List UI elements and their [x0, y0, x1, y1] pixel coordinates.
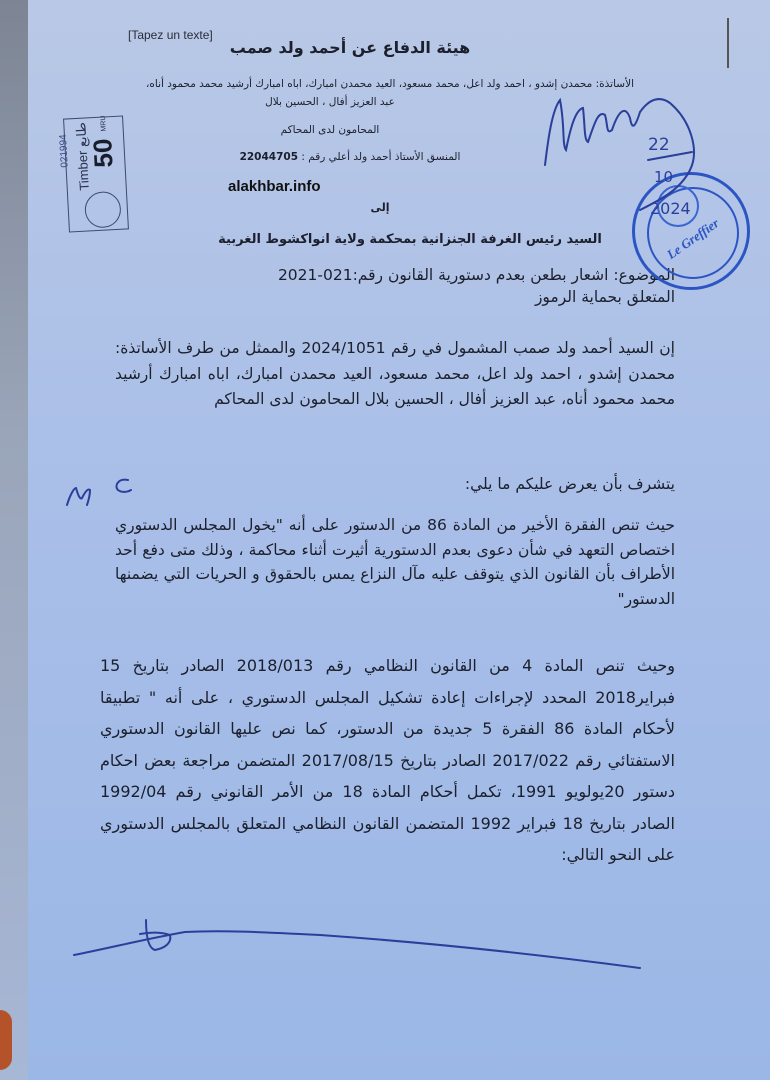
subject-line2: المتعلق بحماية الرموز [534, 288, 675, 306]
recipient-addressee: السيد رئيس الغرفة الجنزانية بمحكمة ولاية انواكشوط الغربية [218, 232, 602, 247]
paragraph-3: وحيث تنص المادة 4 من القانون النظامي رقم 2018/013 الصادر بتاريخ 15 فبراير2018 المحدد لإجراءات إعادة تشكيل المجلس الدستوري ، على أنه " تطبيقا لأحكام المادة 86 الفقرة 5 جديدة من الدستور، كما نص عليها القانون الدستوري الاستفتائي رقم 2017/022 الصادر بتاريخ 2017/08/15 المتضمن مراجعة بعض احكام دستور 20يولويو 1991، تكمل أحكام المادة 18 من الأمر القانوني رقم 1992/04 الصادر بتاريخ 18 فبراير 1992 المتضمن القانون النظامي المتعلق بالمجلس الدستوري على النحو التالي: [100, 656, 676, 864]
lawyer-names-line2: عبد العزيز أفال ، الحسين بلال [265, 96, 395, 108]
date-year: 2024 [650, 199, 691, 218]
margin-note-m [67, 488, 90, 505]
stamp-value: 50 [87, 137, 119, 169]
subject-line1: الموضوع: اشعار بطعن بعدم دستورية القانون رقم:021-2021 [277, 266, 675, 284]
document-title: هيئة الدفاع عن أحمد ولد صمب [229, 38, 471, 57]
coordinator-phone: 22044705 [239, 151, 299, 163]
lawyer-names-line1: الأساتذة: محمدن إشدو ، احمد ولد اعل، محمد مسعود، العيد محمدن امبارك، اباه امبارك أرشيد محمد محمود أناه، [145, 78, 635, 90]
signature-top [545, 99, 694, 210]
margin-note-c [116, 480, 131, 492]
header-placeholder: [Tapez un texte] [128, 28, 213, 42]
stamp-brand: Timber طابع [73, 121, 92, 192]
recipient-to: إلى [370, 201, 390, 214]
paragraph-1: إن السيد أحمد ولد صمب المشمول في رقم 2024/1051 والممثل من طرف الأساتذة: محمدن إشدو ، احمد ولد اعل، محمد مسعود، العيد محمدن امبارك، اباه امبارك أرشيد محمد محمود أناه، عبد العزيز أفال ، الحسين بلال المحامون لدى المحاكم [115, 339, 675, 408]
greeting: يتشرف بأن يعرض عليكم ما يلي: [464, 475, 675, 493]
lawyers-title: المحامون لدى المحاكم [280, 124, 380, 136]
coordinator-label: المنسق الأستاذ أحمد ولد أعلي رقم : [301, 151, 461, 163]
date-month: 10 [654, 168, 674, 186]
stamp-currency: MRU [99, 115, 108, 132]
watermark: alakhbar.info [228, 178, 321, 195]
stamp-serial: 021994 [57, 133, 71, 168]
court-seal-label: Le Greffier [663, 215, 722, 262]
date-day: 22 [648, 135, 670, 155]
paragraph-2: حيث تنص الفقرة الأخير من المادة 86 من الدستور على أنه "يخول المجلس الدستوري اختصاص التعهد في شأن دعوى بعدم الدستورية أثيرت أثناء محاكمة ، وذلك متى دفع أحد الأطراف بأن القانون الذي يتوقف عليه مآل النزاع يمس بالحقوق و الحريات التي يضمنها الدستور" [115, 516, 676, 608]
